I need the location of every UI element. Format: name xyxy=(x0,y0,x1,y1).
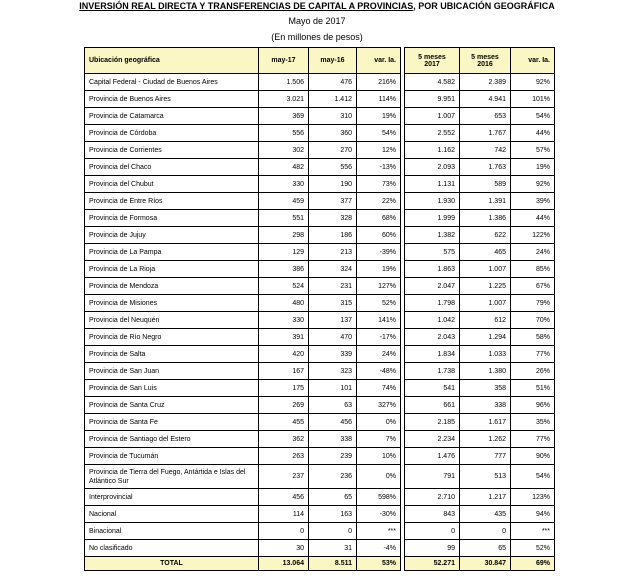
location-cell: Provincia de Santiago del Estero xyxy=(85,431,259,448)
location-cell: Nacional xyxy=(85,506,259,523)
col-header-var-monthly: var. Ia. xyxy=(357,48,401,74)
location-cell: No clasificado xyxy=(85,540,259,557)
location-cell: Provincia de Catamarca xyxy=(85,108,259,125)
col-header-may17: may-17 xyxy=(259,48,309,74)
may17-cell: 302 xyxy=(259,142,309,159)
table-row xyxy=(85,312,555,329)
may17-cell: 263 xyxy=(259,448,309,465)
5m-2017-cell: 791 xyxy=(405,465,460,489)
location-cell: Binacional xyxy=(85,523,259,540)
5m-2016-cell: 1.007 xyxy=(460,261,511,278)
may16-cell: 231 xyxy=(309,278,357,295)
5m-2016-cell: 1.767 xyxy=(460,125,511,142)
may16-cell: 328 xyxy=(309,210,357,227)
report-title-tail: , POR UBICACIÓN GEOGRÁFICA xyxy=(413,1,555,11)
var-monthly-cell: 127% xyxy=(357,278,401,295)
may17-cell: 391 xyxy=(259,329,309,346)
may17-cell: 114 xyxy=(259,506,309,523)
5m-2016-cell: 1.294 xyxy=(460,329,511,346)
may16-cell: 310 xyxy=(309,108,357,125)
table-row xyxy=(85,523,555,540)
location-cell: Interprovincial xyxy=(85,489,259,506)
table-row xyxy=(85,506,555,523)
table-row xyxy=(85,108,555,125)
table-row xyxy=(85,261,555,278)
location-cell: Provincia de Formosa xyxy=(85,210,259,227)
5m-2016-cell: 742 xyxy=(460,142,511,159)
5m-2016-cell: 338 xyxy=(460,397,511,414)
var-cumulative-cell: 96% xyxy=(511,397,555,414)
5m-2017-cell: 2.710 xyxy=(405,489,460,506)
var-monthly-cell: 0% xyxy=(357,414,401,431)
table-body xyxy=(85,74,555,571)
may16-cell: 377 xyxy=(309,193,357,210)
may17-cell: 456 xyxy=(259,489,309,506)
5m-2016-cell: 1.033 xyxy=(460,346,511,363)
may17-cell: 330 xyxy=(259,312,309,329)
5m-2016-cell: 435 xyxy=(460,506,511,523)
var-monthly-cell: -4% xyxy=(357,540,401,557)
col-header-var-cumulative: var. Ia. xyxy=(511,48,555,74)
var-cumulative-cell: 79% xyxy=(511,295,555,312)
may17-cell: 237 xyxy=(259,465,309,489)
location-cell: Provincia de La Rioja xyxy=(85,261,259,278)
col-header-5m-2017 xyxy=(405,48,460,74)
location-cell: Provincia de Mendoza xyxy=(85,278,259,295)
5m-2016-cell: 513 xyxy=(460,465,511,489)
may17-cell: 459 xyxy=(259,193,309,210)
table-row xyxy=(85,363,555,380)
var-cumulative-cell: 77% xyxy=(511,431,555,448)
location-cell: Provincia del Chaco xyxy=(85,159,259,176)
5m-2017-cell: 2.234 xyxy=(405,431,460,448)
var-monthly-cell: *** xyxy=(357,523,401,540)
var-cumulative-cell: *** xyxy=(511,523,555,540)
var-monthly-cell: 73% xyxy=(357,176,401,193)
table-row xyxy=(85,431,555,448)
table-row xyxy=(85,227,555,244)
table-row xyxy=(85,210,555,227)
5m-2016-cell: 1.380 xyxy=(460,363,511,380)
5m-2017-cell: 1.382 xyxy=(405,227,460,244)
may17-cell: 330 xyxy=(259,176,309,193)
5m-2016-cell: 1.007 xyxy=(460,295,511,312)
may17-cell: 175 xyxy=(259,380,309,397)
5m-2016-cell: 777 xyxy=(460,448,511,465)
report-title xyxy=(0,1,634,11)
var-monthly-cell: 52% xyxy=(357,295,401,312)
may17-cell: 556 xyxy=(259,125,309,142)
table-row xyxy=(85,465,555,489)
location-cell: Provincia de San Luis xyxy=(85,380,259,397)
5m-2016-cell: 1.225 xyxy=(460,278,511,295)
table-row xyxy=(85,489,555,506)
table-row xyxy=(85,278,555,295)
var-monthly-cell: 10% xyxy=(357,448,401,465)
var-cumulative-cell: 57% xyxy=(511,142,555,159)
may17-cell: 1.506 xyxy=(259,74,309,91)
col-header-location: Ubicación geográfica xyxy=(85,48,259,74)
investment-table xyxy=(84,47,555,571)
may16-cell: 163 xyxy=(309,506,357,523)
location-cell: Provincia de San Juan xyxy=(85,363,259,380)
may16-cell: 470 xyxy=(309,329,357,346)
may16-cell: 360 xyxy=(309,125,357,142)
may16-cell: 323 xyxy=(309,363,357,380)
table-row xyxy=(85,244,555,261)
var-monthly-cell: 54% xyxy=(357,125,401,142)
5m-2016-cell: 612 xyxy=(460,312,511,329)
var-cumulative-cell: 70% xyxy=(511,312,555,329)
table-row xyxy=(85,176,555,193)
table-row xyxy=(85,91,555,108)
may16-cell: 236 xyxy=(309,465,357,489)
table-row xyxy=(85,142,555,159)
may17-cell: 3.021 xyxy=(259,91,309,108)
report-title-lead: INVERSIÓN REAL DIRECTA Y TRANSFERENCIAS DE CAPITAL A PROVINCIAS xyxy=(79,1,414,11)
var-cumulative-cell: 39% xyxy=(511,193,555,210)
var-monthly-cell: 12% xyxy=(357,142,401,159)
location-cell: Capital Federal - Ciudad de Buenos Aires xyxy=(85,74,259,91)
5m-2017-cell: 52.271 xyxy=(405,557,460,571)
5m-2017-cell: 1.007 xyxy=(405,108,460,125)
5m-2016-cell: 65 xyxy=(460,540,511,557)
var-cumulative-cell: 94% xyxy=(511,506,555,523)
location-cell: Provincia del Neuquén xyxy=(85,312,259,329)
table-header-row xyxy=(85,48,555,74)
var-monthly-cell: 141% xyxy=(357,312,401,329)
5m-2016-cell: 1.391 xyxy=(460,193,511,210)
location-cell: Provincia del Chubut xyxy=(85,176,259,193)
location-cell: Provincia de Tierra del Fuego, Antártida e Islas del Atlántico Sur xyxy=(85,465,259,489)
may16-cell: 456 xyxy=(309,414,357,431)
location-cell: Provincia de Río Negro xyxy=(85,329,259,346)
table-row xyxy=(85,193,555,210)
may16-cell: 270 xyxy=(309,142,357,159)
5m-2017-cell: 4.582 xyxy=(405,74,460,91)
table-row xyxy=(85,159,555,176)
location-cell: Provincia de La Pampa xyxy=(85,244,259,261)
var-monthly-cell: 19% xyxy=(357,261,401,278)
may17-cell: 30 xyxy=(259,540,309,557)
var-cumulative-cell: 85% xyxy=(511,261,555,278)
5m-2016-cell: 1.763 xyxy=(460,159,511,176)
location-cell: Provincia de Corrientes xyxy=(85,142,259,159)
var-cumulative-cell: 51% xyxy=(511,380,555,397)
may16-cell: 186 xyxy=(309,227,357,244)
5m-2017-cell: 541 xyxy=(405,380,460,397)
var-monthly-cell: -39% xyxy=(357,244,401,261)
5m-2017-cell: 1.863 xyxy=(405,261,460,278)
may17-cell: 269 xyxy=(259,397,309,414)
5m-2016-cell: 4.941 xyxy=(460,91,511,108)
may17-cell: 420 xyxy=(259,346,309,363)
may16-cell: 31 xyxy=(309,540,357,557)
5m-2016-cell: 1.262 xyxy=(460,431,511,448)
var-monthly-cell: -17% xyxy=(357,329,401,346)
5m-2017-cell: 1.999 xyxy=(405,210,460,227)
var-monthly-cell: 327% xyxy=(357,397,401,414)
var-cumulative-cell: 69% xyxy=(511,557,555,571)
5m-2016-cell: 1.386 xyxy=(460,210,511,227)
location-cell: Provincia de Misiones xyxy=(85,295,259,312)
var-cumulative-cell: 77% xyxy=(511,346,555,363)
may16-cell: 338 xyxy=(309,431,357,448)
may17-cell: 480 xyxy=(259,295,309,312)
may16-cell: 556 xyxy=(309,159,357,176)
5m-2017-cell: 1.476 xyxy=(405,448,460,465)
location-cell: TOTAL xyxy=(85,557,259,571)
var-cumulative-cell: 26% xyxy=(511,363,555,380)
5m-2017-cell: 1.131 xyxy=(405,176,460,193)
var-monthly-cell: -30% xyxy=(357,506,401,523)
table-row xyxy=(85,125,555,142)
may16-cell: 101 xyxy=(309,380,357,397)
var-monthly-cell: 216% xyxy=(357,74,401,91)
var-monthly-cell: 68% xyxy=(357,210,401,227)
col-header-5m-2016-top: 5 meses xyxy=(471,53,499,61)
var-monthly-cell: 74% xyxy=(357,380,401,397)
may16-cell: 339 xyxy=(309,346,357,363)
var-cumulative-cell: 122% xyxy=(511,227,555,244)
location-cell: Provincia de Jujuy xyxy=(85,227,259,244)
may16-cell: 8.511 xyxy=(309,557,357,571)
var-cumulative-cell: 24% xyxy=(511,244,555,261)
var-cumulative-cell: 92% xyxy=(511,74,555,91)
may17-cell: 13.064 xyxy=(259,557,309,571)
location-cell: Provincia de Buenos Aires xyxy=(85,91,259,108)
5m-2017-cell: 2.093 xyxy=(405,159,460,176)
var-cumulative-cell: 67% xyxy=(511,278,555,295)
5m-2017-cell: 661 xyxy=(405,397,460,414)
var-monthly-cell: 24% xyxy=(357,346,401,363)
var-monthly-cell: 114% xyxy=(357,91,401,108)
5m-2017-cell: 0 xyxy=(405,523,460,540)
5m-2016-cell: 465 xyxy=(460,244,511,261)
may16-cell: 315 xyxy=(309,295,357,312)
location-cell: Provincia de Santa Cruz xyxy=(85,397,259,414)
col-header-5m-2016-bottom: 2016 xyxy=(477,60,493,68)
var-monthly-cell: 60% xyxy=(357,227,401,244)
5m-2017-cell: 2.552 xyxy=(405,125,460,142)
5m-2016-cell: 30.847 xyxy=(460,557,511,571)
var-monthly-cell: -48% xyxy=(357,363,401,380)
5m-2017-cell: 99 xyxy=(405,540,460,557)
5m-2016-cell: 653 xyxy=(460,108,511,125)
5m-2017-cell: 1.738 xyxy=(405,363,460,380)
col-header-5m-2017-top: 5 meses xyxy=(418,53,446,61)
table-row xyxy=(85,540,555,557)
table-row xyxy=(85,295,555,312)
5m-2017-cell: 1.162 xyxy=(405,142,460,159)
col-header-may16: may-16 xyxy=(309,48,357,74)
may17-cell: 524 xyxy=(259,278,309,295)
col-header-5m-2017-bottom: 2017 xyxy=(424,60,440,68)
5m-2017-cell: 1.834 xyxy=(405,346,460,363)
may16-cell: 476 xyxy=(309,74,357,91)
var-monthly-cell: 7% xyxy=(357,431,401,448)
5m-2017-cell: 2.185 xyxy=(405,414,460,431)
may16-cell: 190 xyxy=(309,176,357,193)
may17-cell: 455 xyxy=(259,414,309,431)
table-row xyxy=(85,414,555,431)
5m-2016-cell: 1.617 xyxy=(460,414,511,431)
location-cell: Provincia de Salta xyxy=(85,346,259,363)
5m-2016-cell: 622 xyxy=(460,227,511,244)
may17-cell: 386 xyxy=(259,261,309,278)
5m-2016-cell: 589 xyxy=(460,176,511,193)
var-cumulative-cell: 54% xyxy=(511,465,555,489)
5m-2017-cell: 575 xyxy=(405,244,460,261)
table-row xyxy=(85,346,555,363)
table-row xyxy=(85,74,555,91)
var-cumulative-cell: 101% xyxy=(511,91,555,108)
var-cumulative-cell: 58% xyxy=(511,329,555,346)
may17-cell: 0 xyxy=(259,523,309,540)
may17-cell: 362 xyxy=(259,431,309,448)
5m-2016-cell: 358 xyxy=(460,380,511,397)
may17-cell: 167 xyxy=(259,363,309,380)
var-cumulative-cell: 44% xyxy=(511,125,555,142)
may17-cell: 551 xyxy=(259,210,309,227)
5m-2016-cell: 1.217 xyxy=(460,489,511,506)
var-cumulative-cell: 52% xyxy=(511,540,555,557)
5m-2017-cell: 2.047 xyxy=(405,278,460,295)
location-cell: Provincia de Córdoba xyxy=(85,125,259,142)
5m-2017-cell: 1.798 xyxy=(405,295,460,312)
var-monthly-cell: 19% xyxy=(357,108,401,125)
may16-cell: 65 xyxy=(309,489,357,506)
5m-2017-cell: 2.043 xyxy=(405,329,460,346)
var-monthly-cell: 53% xyxy=(357,557,401,571)
var-cumulative-cell: 44% xyxy=(511,210,555,227)
var-monthly-cell: -13% xyxy=(357,159,401,176)
total-row xyxy=(85,557,555,571)
location-cell: Provincia de Santa Fe xyxy=(85,414,259,431)
col-header-5m-2016 xyxy=(460,48,511,74)
5m-2016-cell: 0 xyxy=(460,523,511,540)
location-cell: Provincia de Tucumán xyxy=(85,448,259,465)
may16-cell: 239 xyxy=(309,448,357,465)
may17-cell: 129 xyxy=(259,244,309,261)
var-cumulative-cell: 35% xyxy=(511,414,555,431)
may16-cell: 137 xyxy=(309,312,357,329)
var-monthly-cell: 22% xyxy=(357,193,401,210)
5m-2016-cell: 2.389 xyxy=(460,74,511,91)
may16-cell: 324 xyxy=(309,261,357,278)
var-cumulative-cell: 123% xyxy=(511,489,555,506)
5m-2017-cell: 9.951 xyxy=(405,91,460,108)
var-monthly-cell: 0% xyxy=(357,465,401,489)
table-row xyxy=(85,448,555,465)
var-cumulative-cell: 92% xyxy=(511,176,555,193)
var-cumulative-cell: 90% xyxy=(511,448,555,465)
report-units: (En millones de pesos) xyxy=(271,32,363,42)
may17-cell: 482 xyxy=(259,159,309,176)
table-row xyxy=(85,329,555,346)
may16-cell: 213 xyxy=(309,244,357,261)
5m-2017-cell: 1.930 xyxy=(405,193,460,210)
report-period: Mayo de 2017 xyxy=(288,16,346,26)
5m-2017-cell: 843 xyxy=(405,506,460,523)
var-cumulative-cell: 19% xyxy=(511,159,555,176)
table-row xyxy=(85,380,555,397)
table-row xyxy=(85,397,555,414)
var-monthly-cell: 598% xyxy=(357,489,401,506)
5m-2017-cell: 1.042 xyxy=(405,312,460,329)
location-cell: Provincia de Entre Ríos xyxy=(85,193,259,210)
may16-cell: 63 xyxy=(309,397,357,414)
var-cumulative-cell: 54% xyxy=(511,108,555,125)
may16-cell: 1.412 xyxy=(309,91,357,108)
may17-cell: 369 xyxy=(259,108,309,125)
may17-cell: 298 xyxy=(259,227,309,244)
may16-cell: 0 xyxy=(309,523,357,540)
